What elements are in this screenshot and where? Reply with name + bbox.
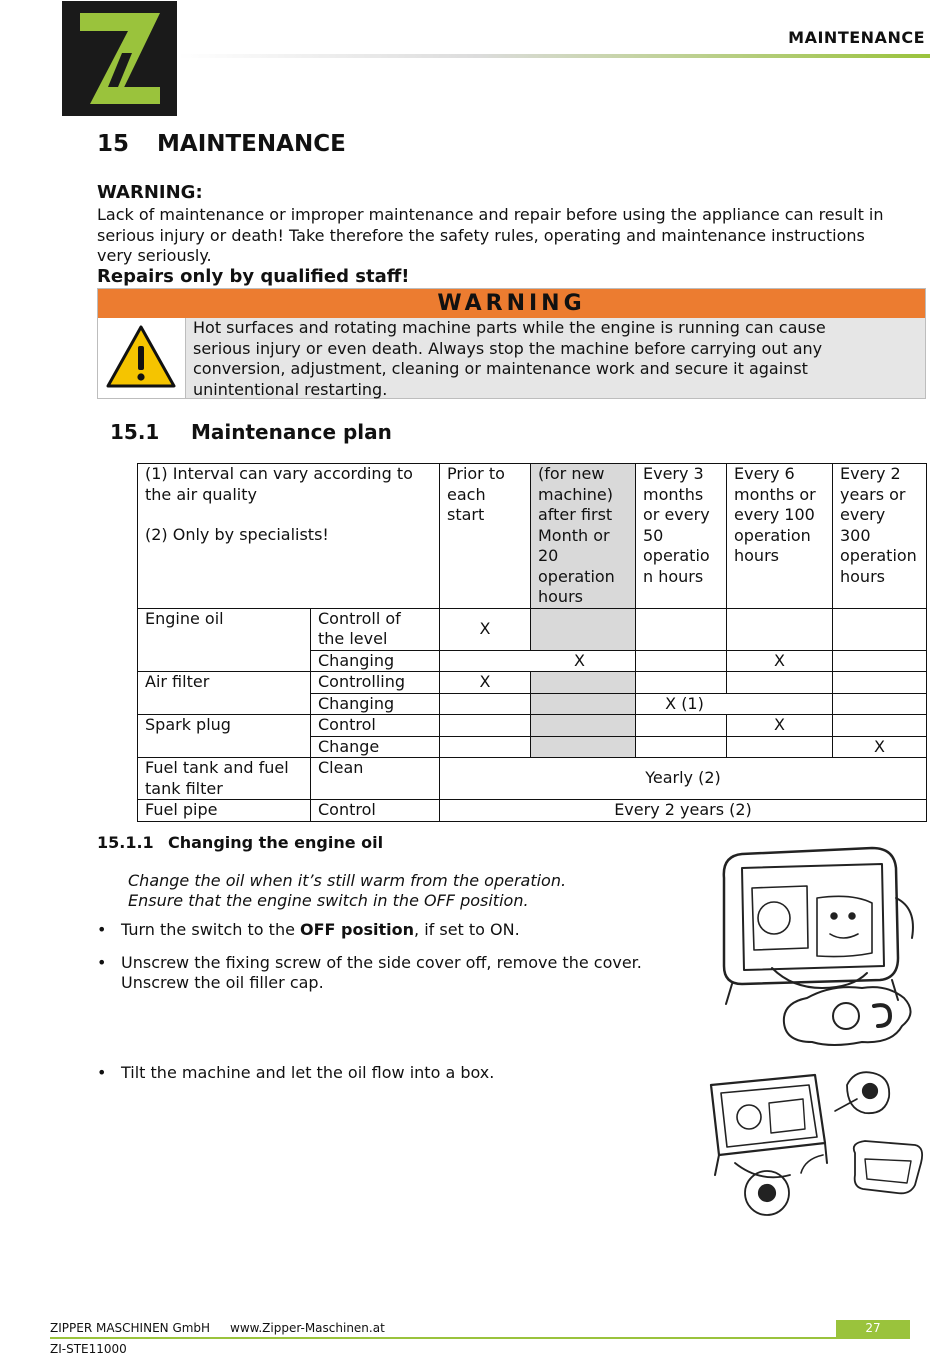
- footer-divider: [50, 1337, 910, 1339]
- maintenance-plan-table: [137, 463, 927, 822]
- empty-cell: [636, 715, 727, 737]
- subsubsection-title: [97, 833, 383, 852]
- generator-tilt-illustration: [705, 1063, 930, 1218]
- task-change: Change: [311, 736, 440, 758]
- repairs-notice: Repairs only by qualified staff!: [97, 266, 410, 287]
- table-header-row: [138, 464, 927, 609]
- row-label-engine-oil: Engine oil: [138, 608, 311, 672]
- bullet-icon: •: [97, 920, 107, 939]
- empty-cell: [531, 736, 636, 758]
- warning-triangle-icon: [98, 318, 186, 398]
- warning-line: Lack of maintenance or improper maintenance and repair before using the appliance can result in: [97, 205, 884, 224]
- warning-heading: WARNING:: [97, 182, 203, 203]
- subsection-heading: Maintenance plan: [191, 420, 392, 444]
- mark-cell: Every 2 years (2): [440, 800, 927, 822]
- table-note: (2) Only by specialists!: [145, 525, 329, 544]
- table-note: (1) Interval can vary according to the air quality: [145, 464, 413, 504]
- warning-box-line: Hot surfaces and rotating machine parts while the engine is running can cause: [193, 318, 826, 337]
- step-bold-text: OFF position: [300, 920, 415, 939]
- table-row: [138, 672, 927, 694]
- empty-cell: [531, 672, 636, 694]
- empty-cell: [833, 650, 927, 672]
- row-label-spark-plug: Spark plug: [138, 715, 311, 758]
- task-control: Control: [311, 800, 440, 822]
- empty-cell: [636, 672, 727, 694]
- mark-cell: X: [440, 608, 531, 650]
- task-controlling: Controlling: [311, 672, 440, 694]
- empty-cell: [531, 715, 636, 737]
- warning-line: serious injury or death! Take therefore the safety rules, operating and maintenance instructions: [97, 225, 865, 245]
- empty-cell: [727, 608, 833, 650]
- warning-text: [97, 205, 927, 267]
- footer-company: ZIPPER MASCHINEN GmbH: [50, 1321, 211, 1335]
- empty-cell: [833, 715, 927, 737]
- row-label-fuel-tank: Fuel tank and fuel tank filter: [138, 758, 311, 800]
- step-text: Unscrew the oil filler cap.: [121, 973, 324, 992]
- mark-cell: X: [727, 715, 833, 737]
- header-2-years: Every 2 years or every 300 operation hours: [833, 464, 927, 609]
- task-control: Control: [311, 715, 440, 737]
- note-line: Change the oil when it’s still warm from the operation.: [128, 871, 567, 890]
- warning-line: very seriously.: [97, 246, 212, 265]
- page-number: 27: [836, 1320, 910, 1337]
- zipper-z-logo-icon: [62, 1, 177, 116]
- task-clean: Clean: [311, 758, 440, 800]
- mark-cell: X: [440, 650, 636, 672]
- mark-cell: X (1): [636, 693, 833, 715]
- empty-cell: [636, 608, 727, 650]
- footer-url[interactable]: www.Zipper-Maschinen.at: [230, 1321, 385, 1335]
- task-changing: Changing: [311, 693, 440, 715]
- subsubsection-heading: Changing the engine oil: [168, 833, 384, 852]
- step-text: Turn the switch to the: [121, 920, 301, 939]
- footer-model: ZI-STE11000: [50, 1342, 127, 1356]
- warning-box-line: conversion, adjustment, cleaning or maintenance work and secure it against: [193, 359, 808, 378]
- section-title: [97, 131, 346, 157]
- section-heading: MAINTENANCE: [157, 131, 346, 157]
- mark-cell: X: [727, 650, 833, 672]
- warning-box-text: [186, 318, 925, 398]
- task-controll-level: Controll of the level: [311, 608, 440, 650]
- oil-change-note: [128, 871, 566, 911]
- empty-cell: [727, 736, 833, 758]
- row-label-fuel-pipe: Fuel pipe: [138, 800, 311, 822]
- mark-cell: Yearly (2): [440, 758, 927, 800]
- table-row: [138, 715, 927, 737]
- empty-cell: [727, 672, 833, 694]
- empty-cell: [636, 736, 727, 758]
- note-line: Ensure that the engine switch in the OFF position.: [128, 891, 529, 910]
- section-number: 15: [97, 131, 130, 157]
- table-row: [138, 800, 927, 822]
- empty-cell: [440, 693, 531, 715]
- bullet-icon: •: [97, 1063, 107, 1082]
- row-label-air-filter: Air filter: [138, 672, 311, 715]
- empty-cell: [636, 650, 727, 672]
- subsection-number: 15.1: [110, 420, 160, 444]
- mark-cell: X: [833, 736, 927, 758]
- header-prior: Prior to each start: [440, 464, 531, 609]
- empty-cell: [531, 608, 636, 650]
- empty-cell: [531, 693, 636, 715]
- mark-cell: X: [440, 672, 531, 694]
- step-text: , if set to ON.: [414, 920, 520, 939]
- empty-cell: [440, 736, 531, 758]
- subsubsection-number: 15.1.1: [97, 833, 154, 852]
- empty-cell: [833, 693, 927, 715]
- task-changing: Changing: [311, 650, 440, 672]
- header-divider: [178, 54, 930, 58]
- header-title: MAINTENANCE: [788, 28, 925, 47]
- subsection-title: [110, 420, 392, 444]
- header-6-months: Every 6 months or every 100 operation hours: [727, 464, 833, 609]
- generator-side-cover-illustration: [712, 838, 927, 1048]
- step-text: Unscrew the fixing screw of the side cover off, remove the cover.: [121, 953, 642, 972]
- warning-box: [97, 288, 926, 399]
- empty-cell: [440, 715, 531, 737]
- header-3-months: Every 3 months or every 50 operatio n hours: [636, 464, 727, 609]
- empty-cell: [833, 608, 927, 650]
- table-row: [138, 608, 927, 650]
- step-text: Tilt the machine and let the oil flow into a box.: [121, 1063, 495, 1082]
- warning-box-line: serious injury or even death. Always stop the machine before carrying out any: [193, 338, 823, 358]
- bullet-icon: •: [97, 953, 107, 972]
- header-new-machine: (for new machine) after first Month or 20 operation hours: [531, 464, 636, 609]
- warning-box-heading: WARNING: [98, 289, 925, 318]
- table-notes-cell: [138, 464, 440, 609]
- warning-box-line: unintentional restarting.: [193, 379, 388, 399]
- empty-cell: [833, 672, 927, 694]
- table-row: [138, 758, 927, 800]
